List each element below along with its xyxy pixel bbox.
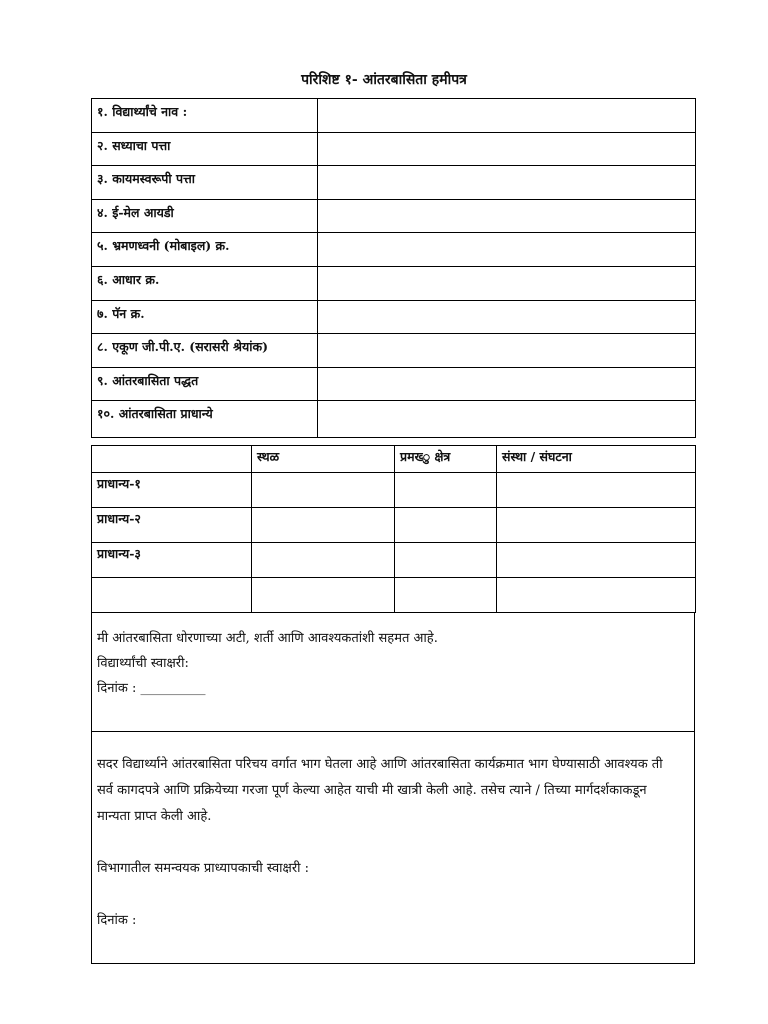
- table-header-row: [92, 446, 696, 473]
- table-row: [92, 199, 696, 233]
- preference-label: प्राधान्य-१: [92, 473, 252, 508]
- table-row: [92, 367, 696, 401]
- table-row: [92, 543, 696, 578]
- table-row: [92, 166, 696, 200]
- preference-location-cell[interactable]: [252, 543, 395, 578]
- table-row: [92, 578, 696, 613]
- preference-location-cell[interactable]: [252, 508, 395, 543]
- field-label-name: १. विद्यार्थ्यांचे नाव :: [92, 99, 318, 133]
- field-value-permanent-address[interactable]: [318, 166, 696, 200]
- table-row: [92, 473, 696, 508]
- table-row: [92, 132, 696, 166]
- declaration-date: दिनांक : __________: [97, 681, 206, 696]
- field-value-pan[interactable]: [318, 300, 696, 334]
- preference-organization-cell[interactable]: [497, 543, 696, 578]
- form-title: परिशिष्ट १- आंतरबासिता हमीपत्र: [301, 72, 467, 88]
- preference-label: [92, 578, 252, 613]
- header-organization: संस्था / संघटना: [497, 446, 696, 473]
- field-value-gpa[interactable]: [318, 334, 696, 368]
- preferences-table: [91, 445, 696, 613]
- table-row: [92, 266, 696, 300]
- certification-paragraph: सदर विद्यार्थ्याने आंतरबासिता परिचय वर्गात भाग घेतला आहे आणि आंतरबासिता कार्यक्रमात भाग घेण्यासाठी आवश्यक ती सर्व कागदपत्रे आणि प्रक्रियेच्या गरजा पूर्ण केल्या आहेत याची मी खात्री केली आहे. तसेच त्याने / तिच्या मार्गदर्शकाकडून मान्यता प्राप्त केली आहे.: [97, 757, 663, 824]
- preference-field-cell[interactable]: [395, 578, 497, 613]
- preference-field-cell[interactable]: [395, 473, 497, 508]
- student-signature-label: विद्यार्थ्यांची स्वाक्षरी:: [97, 656, 189, 671]
- field-value-internship-mode[interactable]: [318, 367, 696, 401]
- preference-field-cell[interactable]: [395, 543, 497, 578]
- coordinator-signature-label: विभागातील समन्वयक प्राध्यापकाची स्वाक्षरी :: [97, 861, 310, 876]
- table-row: [92, 233, 696, 267]
- field-label-gpa: ८. एकूण जी.पी.ए. (सरासरी श्रेयांक): [92, 334, 318, 368]
- header-main-field: प्रमख्‍ु क्षेत्र: [395, 446, 497, 473]
- table-row: [92, 300, 696, 334]
- field-label-current-address: २. सध्याचा पत्ता: [92, 132, 318, 166]
- preference-location-cell[interactable]: [252, 473, 395, 508]
- field-value-name[interactable]: [318, 99, 696, 133]
- field-value-current-address[interactable]: [318, 132, 696, 166]
- header-location: स्थळ: [252, 446, 395, 473]
- preference-organization-cell[interactable]: [497, 578, 696, 613]
- field-label-aadhar: ६. आधार क्र.: [92, 266, 318, 300]
- preference-organization-cell[interactable]: [497, 473, 696, 508]
- table-row: [92, 334, 696, 368]
- preference-label: प्राधान्य-३: [92, 543, 252, 578]
- field-label-pan: ७. पॅन क्र.: [92, 300, 318, 334]
- student-declaration: [91, 612, 695, 732]
- preference-organization-cell[interactable]: [497, 508, 696, 543]
- table-row: [92, 401, 696, 438]
- field-value-internship-preferences: [318, 401, 696, 438]
- header-blank: [92, 446, 252, 473]
- field-label-email: ४. ई-मेल आयडी: [92, 199, 318, 233]
- field-value-mobile[interactable]: [318, 233, 696, 267]
- field-value-aadhar[interactable]: [318, 266, 696, 300]
- student-info-table: [91, 98, 696, 438]
- coordinator-certification: [91, 731, 695, 964]
- declaration-text: मी आंतरबासिता धोरणाच्या अटी, शर्ती आणि आवश्यकतांशी सहमत आहे.: [97, 631, 438, 646]
- field-label-internship-mode: ९. आंतरबासिता पद्धत: [92, 367, 318, 401]
- certification-date: दिनांक :: [97, 913, 137, 928]
- table-row: [92, 99, 696, 133]
- preference-location-cell[interactable]: [252, 578, 395, 613]
- preference-label: प्राधान्य-२: [92, 508, 252, 543]
- field-label-mobile: ५. भ्रमणध्वनी (मोबाइल) क्र.: [92, 233, 318, 267]
- field-label-permanent-address: ३. कायमस्वरूपी पत्ता: [92, 166, 318, 200]
- field-value-email[interactable]: [318, 199, 696, 233]
- field-label-internship-preferences: १०. आंतरबासिता प्राधान्ये: [92, 401, 318, 438]
- preference-field-cell[interactable]: [395, 508, 497, 543]
- table-row: [92, 508, 696, 543]
